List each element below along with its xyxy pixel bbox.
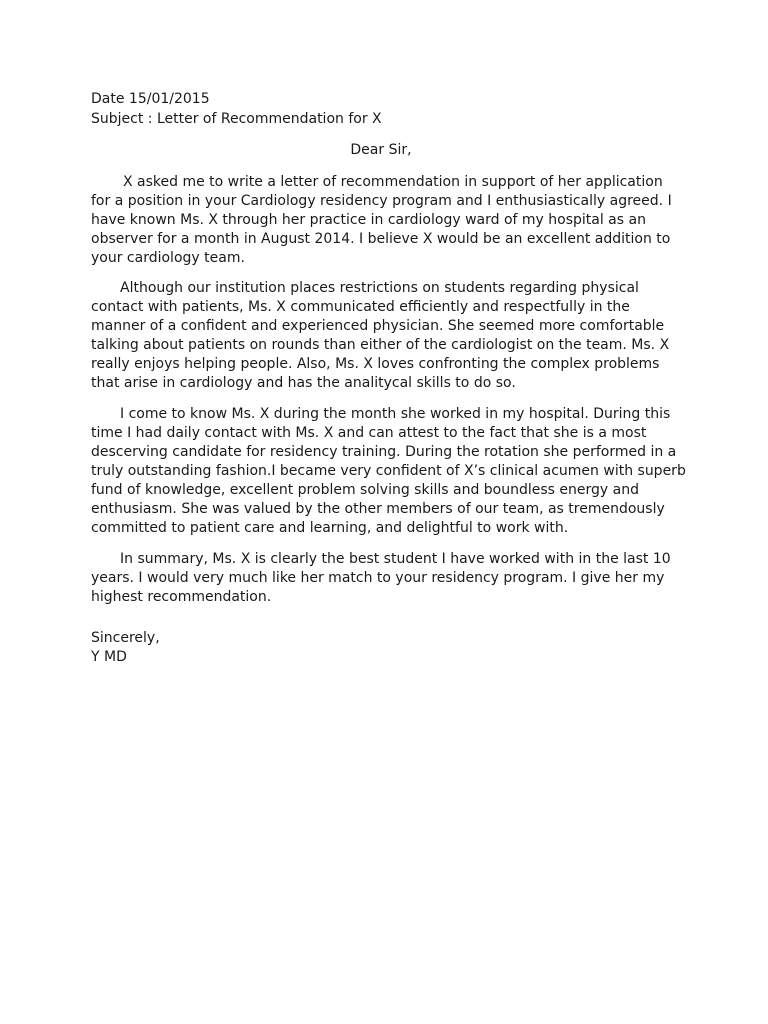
paragraph-line: manner of a confident and experienced physician. She seemed more comfortable <box>91 317 665 334</box>
paragraph-line: years. I would very much like her match to your residency program. I give her my <box>91 569 665 586</box>
paragraph-3 <box>91 405 691 538</box>
date-line: Date 15/01/2015 <box>91 91 210 107</box>
valediction: Sincerely, <box>91 629 160 646</box>
paragraph-4 <box>91 550 691 607</box>
paragraph-line: I come to know Ms. X during the month she worked in my hospital. During this <box>120 405 671 422</box>
paragraph-line: committed to patient care and learning, and delightful to work with. <box>91 519 569 536</box>
subject-line: Subject : Letter of Recommendation for X <box>91 110 382 127</box>
paragraph-line: fund of knowledge, excellent problem solving skills and boundless energy and <box>91 481 639 498</box>
paragraph-line: truly outstanding fashion.I became very confident of X’s clinical acumen with superb <box>91 462 686 479</box>
salutation: Dear Sir, <box>350 142 412 158</box>
paragraph-line: enthusiasm. She was valued by the other members of our team, as tremendously <box>91 500 665 517</box>
paragraph-line: time I had daily contact with Ms. X and can attest to the fact that she is a most <box>91 424 647 441</box>
paragraph-line: observer for a month in August 2014. I believe X would be an excellent addition to <box>91 230 671 247</box>
paragraph-line: have known Ms. X through her practice in cardiology ward of my hospital as an <box>91 211 646 228</box>
paragraph-1 <box>91 173 691 268</box>
paragraph-line: contact with patients, Ms. X communicated efficiently and respectfully in the <box>91 298 630 315</box>
paragraph-line: talking about patients on rounds than either of the cardiologist on the team. Ms. X <box>91 336 670 353</box>
paragraph-line: your cardiology team. <box>91 249 245 266</box>
closing-block <box>91 629 691 668</box>
paragraph-line: for a position in your Cardiology residency program and I enthusiastically agreed. I <box>91 192 672 209</box>
paragraph-line: highest recommendation. <box>91 588 272 605</box>
paragraph-2 <box>91 279 691 393</box>
paragraph-line: In summary, Ms. X is clearly the best student I have worked with in the last 10 <box>120 550 671 567</box>
paragraph-line: really enjoys helping people. Also, Ms. X loves confronting the complex problems <box>91 355 660 372</box>
paragraph-line: descerving candidate for residency training. During the rotation she performed in a <box>91 443 677 460</box>
paragraph-line: that arise in cardiology and has the analitycal skills to do so. <box>91 374 516 391</box>
signature: Y MD <box>91 649 127 665</box>
paragraph-line: X asked me to write a letter of recommendation in support of her application <box>123 173 663 190</box>
letter-document <box>91 90 691 668</box>
paragraph-line: Although our institution places restrictions on students regarding physical <box>120 279 639 296</box>
